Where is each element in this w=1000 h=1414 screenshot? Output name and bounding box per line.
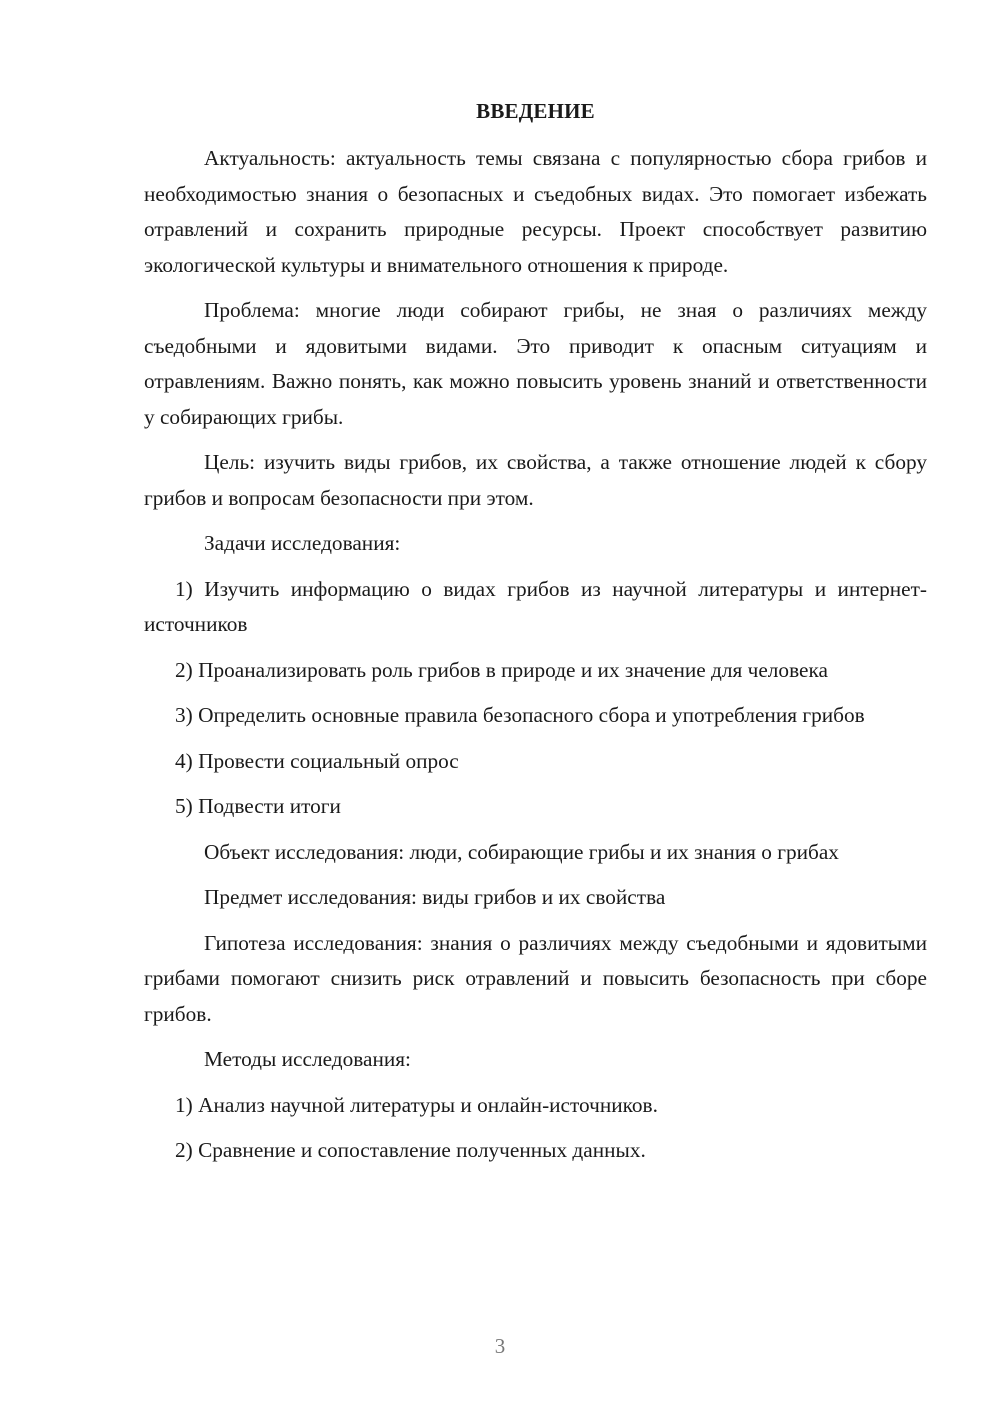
tasks-heading: Задачи исследования: xyxy=(204,531,401,555)
page-number: 3 xyxy=(494,1334,506,1358)
relevance-paragraph: Актуальность: актуальность темы связана с популярностью сбора грибов и необходимостью знания о безопасных и съедобных видах. Это помогает избежать отравлений и сохранить природные ресурсы. Проект способствует развитию экологической культуры и внимательного отношения к природе. xyxy=(144,146,927,277)
task-item: 3) Определить основные правила безопасного сбора и употребления грибов xyxy=(175,703,865,727)
task-item: 5) Подвести итоги xyxy=(175,794,341,818)
task-item: 1) Изучить информацию о видах грибов из научной литературы и интернет-источников xyxy=(144,576,927,636)
goal-paragraph: Цель: изучить виды грибов, их свойства, а также отношение людей к сбору грибов и вопросам безопасности при этом. xyxy=(144,450,927,510)
method-item: 2) Сравнение и сопоставление полученных данных. xyxy=(175,1138,646,1162)
subject-paragraph: Предмет исследования: виды грибов и их свойства xyxy=(204,885,666,909)
section-title: ВВЕДЕНИЕ xyxy=(476,99,595,123)
problem-paragraph: Проблема: многие люди собирают грибы, не зная о различиях между съедобными и ядовитыми видами. Это приводит к опасным ситуациям и отравлениям. Важно понять, как можно повысить уровень знаний и ответственности у собирающих грибы. xyxy=(144,298,927,429)
hypothesis-paragraph: Гипотеза исследования: знания о различиях между съедобными и ядовитыми грибами помогают снизить риск отравлений и повысить безопасность при сборе грибов. xyxy=(144,930,927,1026)
methods-heading: Методы исследования: xyxy=(204,1047,411,1071)
object-paragraph: Объект исследования: люди, собирающие грибы и их знания о грибах xyxy=(204,839,839,864)
task-item: 2) Проанализировать роль грибов в природе и их значение для человека xyxy=(175,657,828,682)
task-item: 4) Провести социальный опрос xyxy=(175,748,459,773)
page-content xyxy=(144,96,927,1179)
method-item: 1) Анализ научной литературы и онлайн-источников. xyxy=(175,1092,658,1117)
